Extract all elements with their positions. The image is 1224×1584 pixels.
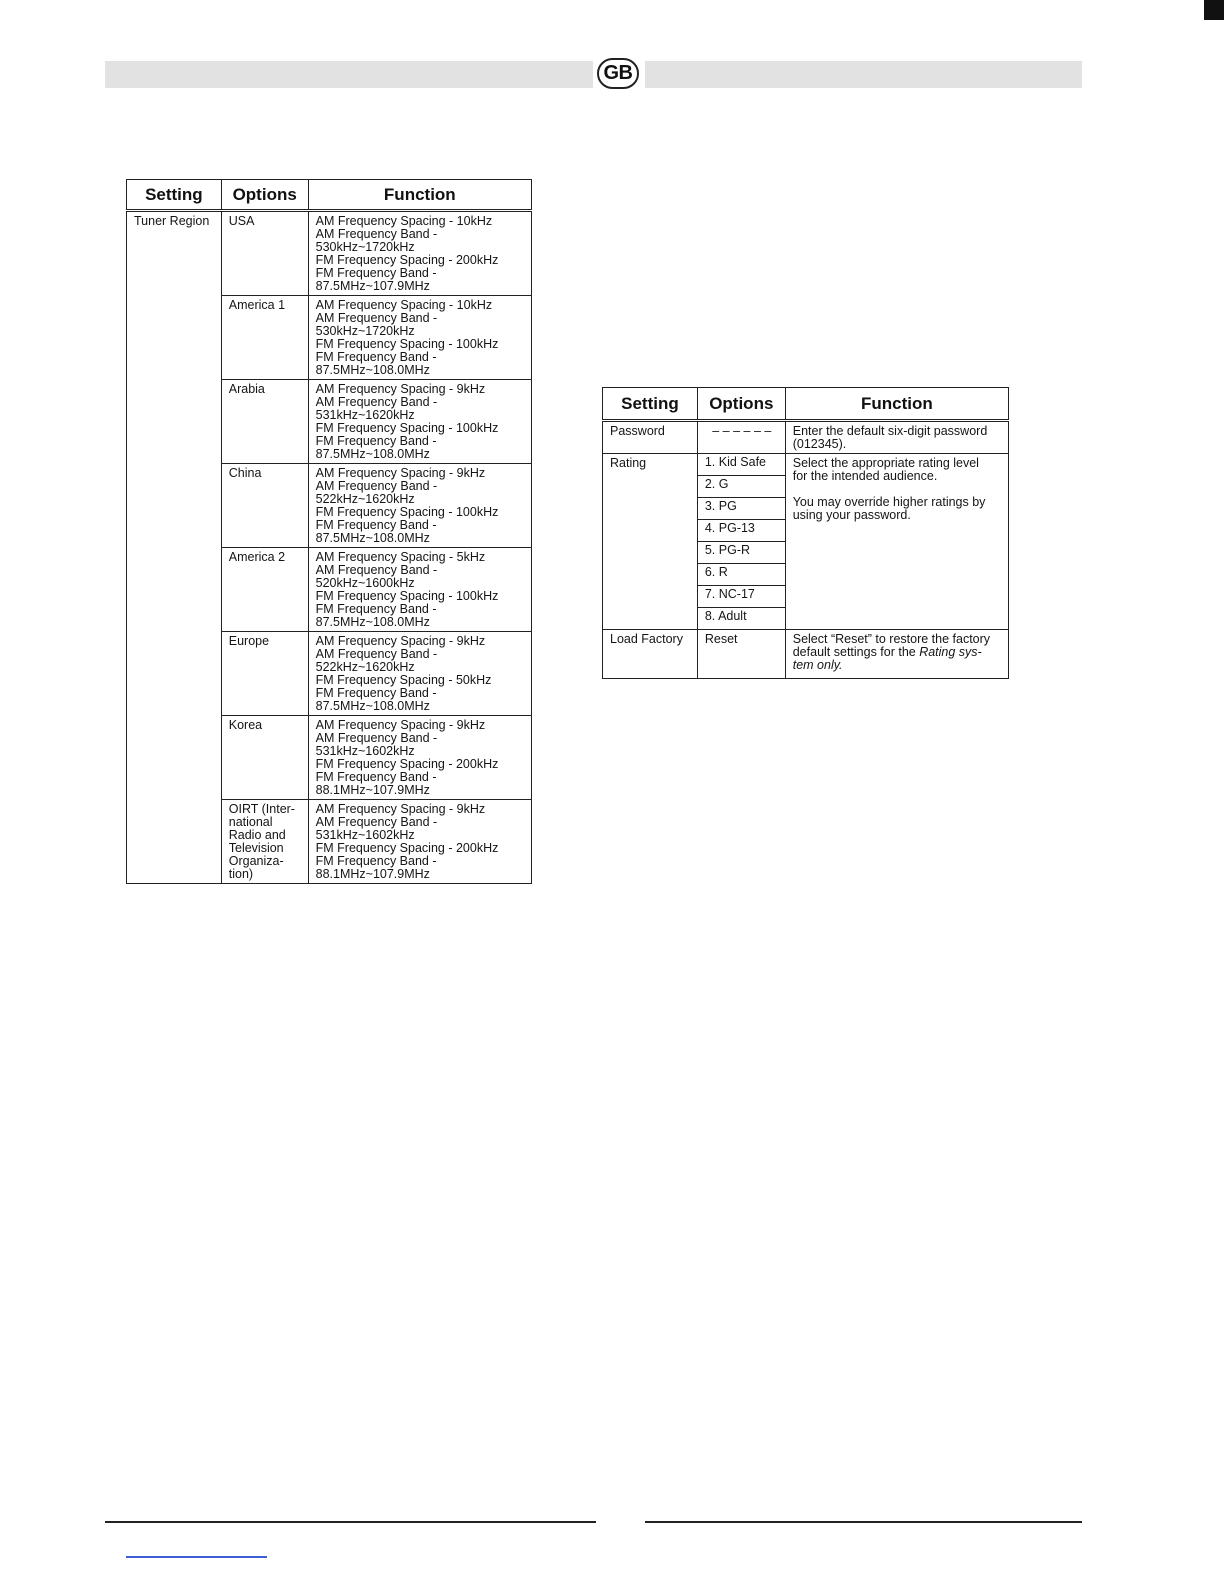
option-cell: Europe (221, 632, 308, 716)
footer-link-underline[interactable] (126, 1556, 267, 1558)
table-row-password (603, 421, 1009, 454)
setting-cell-rating: Rating (603, 454, 698, 630)
option-cell: Korea (221, 716, 308, 800)
load-factory-text: Select “Reset” to restore the factory default settings for the (792, 632, 991, 659)
rating-option: 8. Adult (697, 608, 785, 630)
function-cell: AM Frequency Spacing - 9kHz AM Frequency Band - 531kHz~1602kHz FM Frequency Spacing - 200kHz FM Frequency Band - 88.1MHz~107.9MHz (308, 800, 531, 884)
header-bar-left (105, 61, 593, 88)
setting-header: Setting (603, 388, 698, 421)
function-cell-load-factory (785, 630, 1008, 679)
option-cell: USA (221, 211, 308, 296)
option-cell: China (221, 464, 308, 548)
footer-rule-left (105, 1521, 596, 1523)
load-factory-emphasis: Rating sys- tem only. (792, 645, 982, 672)
option-cell: America 1 (221, 296, 308, 380)
setting-cell-password: Password (603, 421, 698, 454)
function-cell: AM Frequency Spacing - 9kHz AM Frequency Band - 531kHz~1602kHz FM Frequency Spacing - 200kHz FM Frequency Band - 88.1MHz~107.9MHz (308, 716, 531, 800)
options-header: Options (221, 180, 308, 211)
header-bar-right (645, 61, 1082, 88)
gb-language-badge: GB (597, 58, 639, 89)
tuner-region-table (126, 179, 532, 884)
function-cell: AM Frequency Spacing - 9kHz AM Frequency Band - 522kHz~1620kHz FM Frequency Spacing - 100kHz FM Frequency Band - 87.5MHz~108.0MHz (308, 464, 531, 548)
table-row-rating (603, 454, 1009, 476)
function-cell: AM Frequency Spacing - 10kHz AM Frequency Band - 530kHz~1720kHz FM Frequency Spacing - 200kHz FM Frequency Band - 87.5MHz~107.9MHz (308, 211, 531, 296)
function-cell: AM Frequency Spacing - 9kHz AM Frequency Band - 531kHz~1620kHz FM Frequency Spacing - 100kHz FM Frequency Band - 87.5MHz~108.0MHz (308, 380, 531, 464)
option-cell: Arabia (221, 380, 308, 464)
option-cell-password: – – – – – – (697, 421, 785, 454)
parental-rating-table (602, 387, 1009, 679)
table-row-load-factory (603, 630, 1009, 679)
function-cell-rating (785, 454, 1008, 630)
rating-option: 3. PG (697, 498, 785, 520)
option-cell-reset: Reset (697, 630, 785, 679)
function-cell: AM Frequency Spacing - 5kHz AM Frequency Band - 520kHz~1600kHz FM Frequency Spacing - 100kHz FM Frequency Band - 87.5MHz~108.0MHz (308, 548, 531, 632)
function-cell-password: Enter the default six-digit password (012345). (785, 421, 1008, 454)
table-header-row (127, 180, 532, 211)
option-cell: OIRT (Inter- national Radio and Television Organiza- tion) (221, 800, 308, 884)
rating-option: 2. G (697, 476, 785, 498)
option-cell: America 2 (221, 548, 308, 632)
setting-cell-load-factory: Load Factory (603, 630, 698, 679)
table-header-row (603, 388, 1009, 421)
options-header: Options (697, 388, 785, 421)
function-cell: AM Frequency Spacing - 9kHz AM Frequency Band - 522kHz~1620kHz FM Frequency Spacing - 50kHz FM Frequency Band - 87.5MHz~108.0MHz (308, 632, 531, 716)
function-header: Function (308, 180, 531, 211)
rating-option: 7. NC-17 (697, 586, 785, 608)
rating-option: 5. PG-R (697, 542, 785, 564)
rating-option: 1. Kid Safe (697, 454, 785, 476)
function-header: Function (785, 388, 1008, 421)
rating-option: 6. R (697, 564, 785, 586)
setting-header: Setting (127, 180, 222, 211)
footer-rule-right (645, 1521, 1082, 1523)
function-cell: AM Frequency Spacing - 10kHz AM Frequency Band - 530kHz~1720kHz FM Frequency Spacing - 100kHz FM Frequency Band - 87.5MHz~108.0MHz (308, 296, 531, 380)
table-row (127, 211, 532, 296)
page-corner-mark (1204, 0, 1224, 20)
setting-cell-tuner-region: Tuner Region (127, 211, 222, 884)
rating-option: 4. PG-13 (697, 520, 785, 542)
rating-function-text: Select the appropriate rating level for the intended audience. (792, 456, 979, 483)
rating-override-text: You may override higher ratings by using your password. (792, 495, 986, 522)
